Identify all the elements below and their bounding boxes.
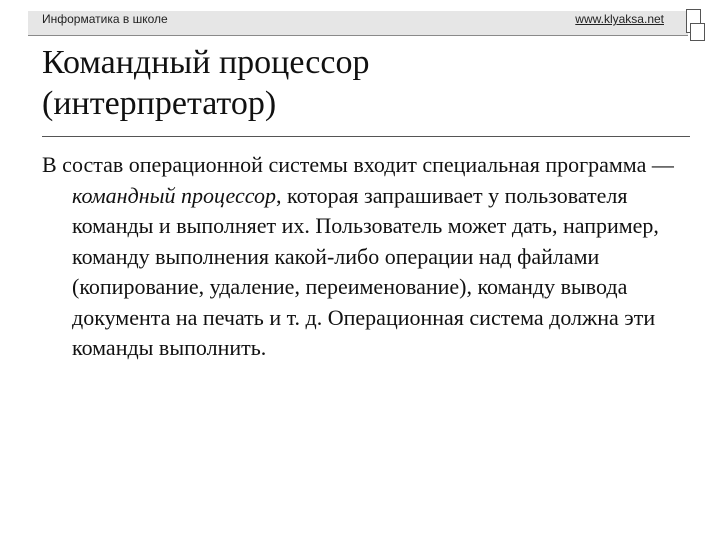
slide-title [42,42,682,124]
title-divider [42,136,690,137]
header-bar [28,11,688,36]
corner-decoration-box-offset [690,23,705,41]
slide-title-line-1: Командный процессор [42,44,370,81]
header-website-link[interactable]: www.klyaksa.net [575,12,664,26]
body-emphasis-term: командный процессор [72,182,277,208]
slide-title-line-2: (интерпретатор) [42,85,277,122]
body-text-start: В состав операционной системы входит специальная программа — [42,152,674,177]
slide-body-paragraph [42,150,712,364]
header-course-name: Информатика в школе [42,12,168,26]
body-text-end: , которая запрашивает у пользователя команды и выполняет их. Пользователь может дать, например, команду выполнения какой-либо операции над файлами (копирование, удаление, переименование), команду вывода документа на печать и т. д. Операционная система должна эти команды выполнить. [72,182,659,360]
